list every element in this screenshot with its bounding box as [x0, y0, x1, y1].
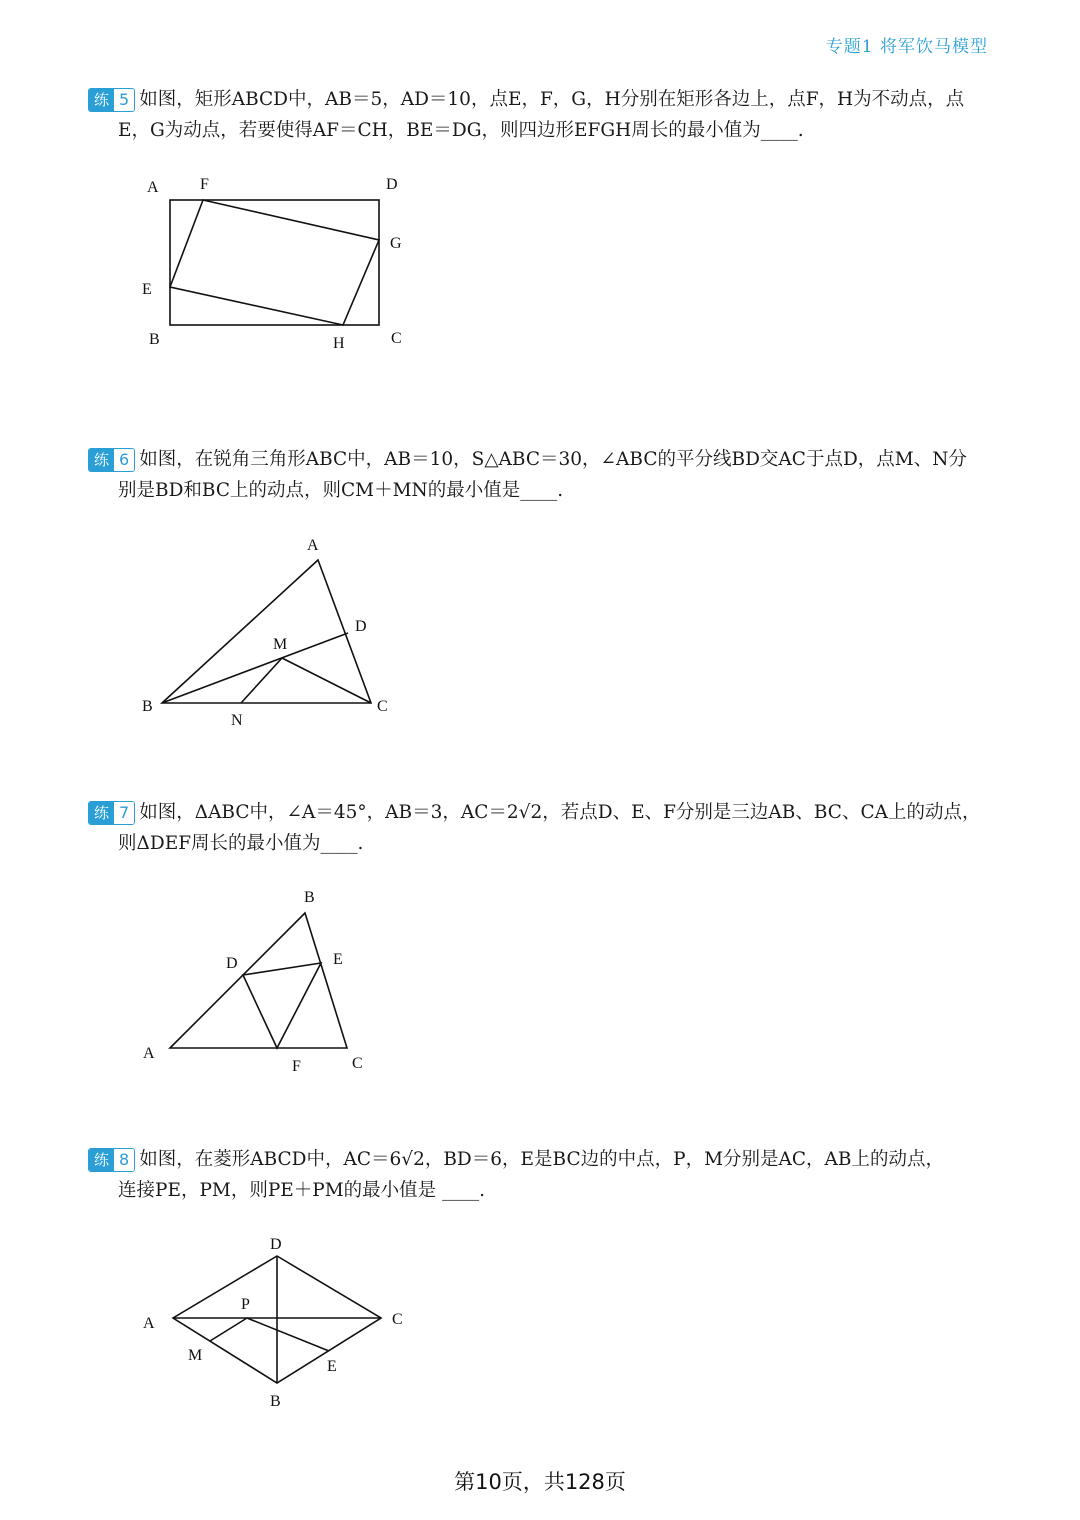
label-b: B: [142, 698, 153, 715]
question-line-2: E，G为动点，若要使得AF＝CH，BE＝DG，则四边形EFGH周长的最小值为____.: [118, 120, 804, 141]
label-f: F: [200, 176, 209, 193]
label-c: C: [391, 330, 402, 347]
question-line-2: 连接PE，PM，则PE＋PM的最小值是 ____.: [118, 1180, 485, 1201]
label-b: B: [149, 331, 160, 348]
label-f: F: [292, 1058, 301, 1075]
label-a: A: [143, 1045, 155, 1062]
exercise-badge: 练 7: [88, 801, 135, 825]
label-m: M: [273, 636, 288, 653]
label-c: C: [392, 1311, 403, 1328]
label-d: D: [386, 176, 398, 193]
label-d: D: [226, 955, 238, 972]
label-d: D: [270, 1236, 282, 1253]
question-line-1: 如图，矩形ABCD中，AB＝5，AD＝10，点E，F，G，H分别在矩形各边上，点F，H为不动点，点: [139, 89, 965, 110]
label-c: C: [352, 1055, 363, 1072]
label-h: H: [333, 335, 345, 352]
exercise-badge: 练 8: [88, 1148, 135, 1172]
label-e: E: [333, 951, 343, 968]
question-line-2: 别是BD和BC上的动点，则CM＋MN的最小值是____.: [118, 480, 564, 501]
question-line-1: 如图，ΔABC中，∠A＝45°，AB＝3，AC＝2√2，若点D、E、F分别是三边AB、BC、CA上的动点，: [139, 802, 981, 823]
label-n: N: [231, 712, 243, 729]
label-a: A: [307, 537, 319, 554]
exercise-badge: 练 6: [88, 448, 135, 472]
label-a: A: [143, 1315, 155, 1332]
exercise-badge: 练 5: [88, 88, 135, 112]
label-d: D: [355, 618, 367, 635]
label-p: P: [241, 1296, 250, 1313]
question-line-2: 则ΔDEF周长的最小值为____.: [118, 833, 364, 854]
label-e: E: [142, 281, 152, 298]
page-footer: 第10页，共128页: [454, 1470, 626, 1494]
segment-pm: [210, 1318, 247, 1341]
label-c: C: [377, 698, 388, 715]
question-line-1: 如图，在菱形ABCD中，AC＝6√2，BD＝6，E是BC边的中点，P，M分别是AC，AB上的动点，: [139, 1149, 944, 1170]
label-b: B: [270, 1393, 281, 1410]
label-m: M: [188, 1347, 203, 1364]
label-g: G: [390, 235, 402, 252]
label-e: E: [327, 1358, 337, 1375]
page-header: 专题1 将军饮马模型: [825, 37, 988, 57]
label-a: A: [147, 179, 159, 196]
segment-pe: [247, 1318, 329, 1351]
question-line-1: 如图，在锐角三角形ABC中，AB＝10，S△ABC＝30，∠ABC的平分线BD交AC于点D，点M、N分: [139, 449, 967, 470]
label-b: B: [304, 889, 315, 906]
